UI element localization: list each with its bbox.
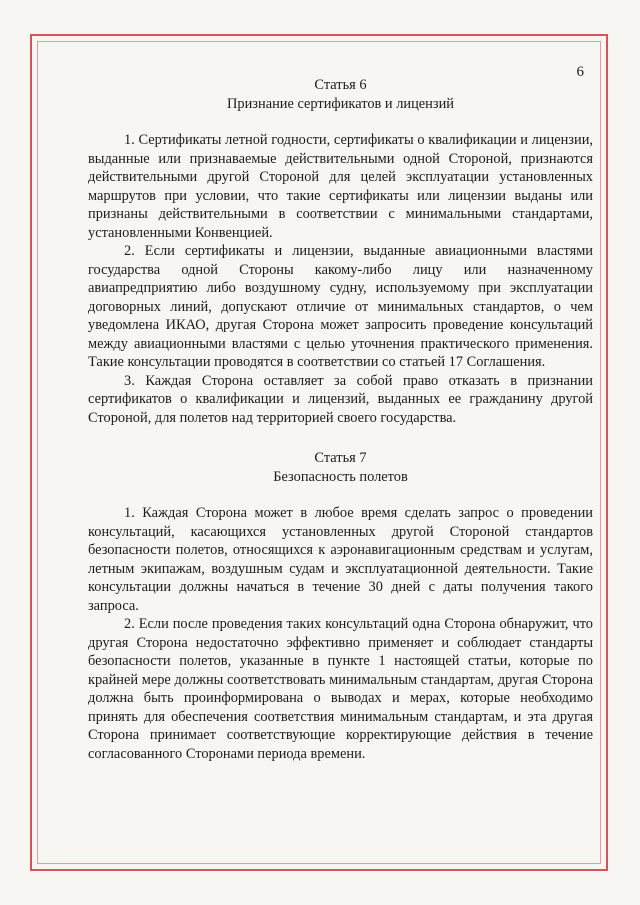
document-body [88, 76, 593, 763]
page-number: 6 [576, 64, 584, 80]
article-6-title: Признание сертификатов и лицензий [227, 95, 454, 112]
article-6-paragraph-1: 1. Сертификаты летной годности, сертификаты о квалификации и лицензии, выданные или признаваемые действительными одной Стороной, признаются действительными другой Стороной для целей эксплуатации установленных маршрутов при условии, что такие сертификаты или лицензии выданы или признаны действительными в соответствии с минимальными стандартами, установленными Конвенцией. [88, 132, 593, 241]
article-6-paragraph-3: 3. Каждая Сторона оставляет за собой право отказать в признании сертификатов о квалификации и лицензий, выданных ее гражданину другой Стороной, для полетов над территорией своего государства. [88, 372, 593, 426]
article-7-paragraph-2: 2. Если после проведения таких консультаций одна Сторона обнаружит, что другая Сторона недостаточно эффективно применяет и соблюдает стандарты безопасности полетов, указанные в пункте 1 настоящей статьи, которые по крайней мере должны соответствовать минимальным стандартам, другая Сторона должна быть проинформирована о выводах и мерах, которые необходимо принять для обеспечения соответствия минимальным стандартам, и эта другая Сторона принимает соответствующие корректирующие действия в течение согласованного Сторонами периода времени. [88, 616, 593, 762]
article-6-paragraph-2: 2. Если сертификаты и лицензии, выданные авиационными властями государства одной Стороны какому-либо лицу или назначенному авиапредприятию либо воздушному судну, используемому при эксплуатации договорных линий, допускают отличие от минимальных стандартов, о чем уведомлена ИКАО, другая Сторона может запросить проведение консультаций между авиационными властями с целью уточнения практического применения. Такие консультации проводятся в соответствии со статьей 17 Соглашения. [88, 243, 593, 370]
article-6-number: Статья 6 [314, 77, 367, 93]
article-7-number: Статья 7 [314, 450, 367, 466]
article-7-paragraph-1: 1. Каждая Сторона может в любое время сделать запрос о проведении консультаций, касающихся установленных другой Стороной стандартов безопасности полетов, относящихся к аэронавигационным средствам и услугам, летным экипажам, воздушным судам и эксплуатационной деятельности. Такие консультации должны начаться в течение 30 дней с даты получения такого запроса. [88, 505, 593, 614]
article-7-title: Безопасность полетов [273, 468, 408, 485]
